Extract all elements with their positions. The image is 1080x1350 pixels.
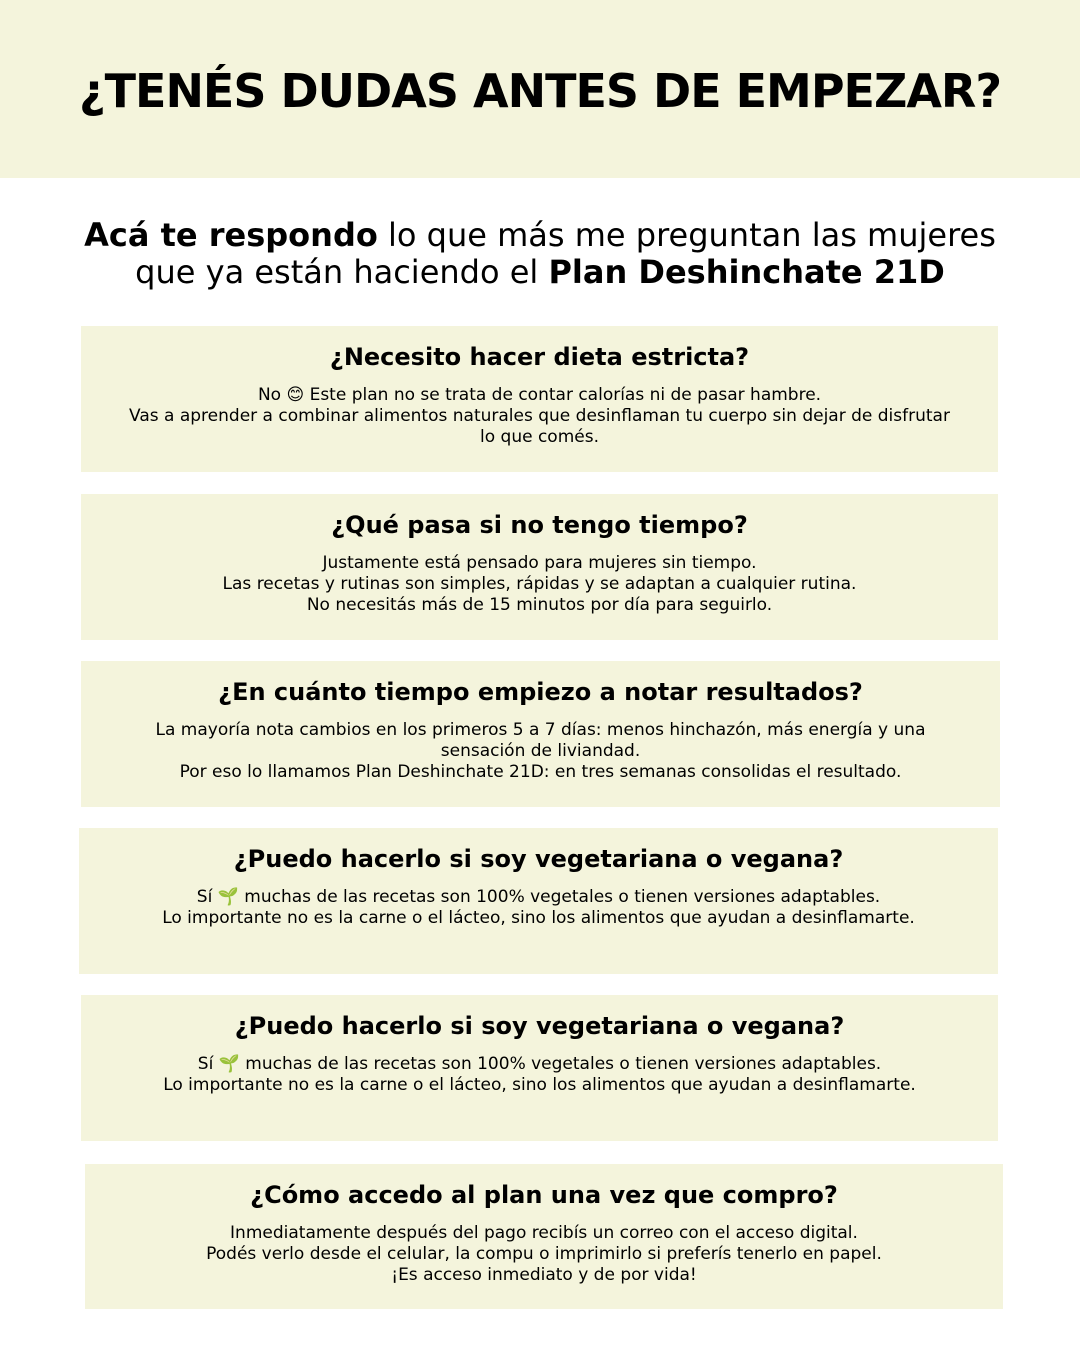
faq-card-2 [81, 494, 998, 640]
faq-answer-line: Justamente está pensado para mujeres sin tiempo. [322, 553, 757, 573]
faq-answer-line: Por eso lo llamamos Plan Deshinchate 21D: en tres semanas consolidas el resultado. [179, 762, 902, 782]
faq-answer [81, 1054, 998, 1096]
faq-answer-line: lo que comés. [480, 427, 599, 447]
faq-answer [81, 385, 998, 448]
faq-card-3 [81, 661, 1000, 807]
intro-text [0, 217, 1080, 291]
faq-card-1 [81, 326, 998, 472]
faq-question: ¿En cuánto tiempo empiezo a notar resultados? [218, 678, 863, 706]
faq-answer-line: Lo importante no es la carne o el lácteo, sino los alimentos que ayudan a desinflamarte. [163, 1075, 916, 1095]
faq-answer-line: Sí 🌱 muchas de las recetas son 100% vegetales o tienen versiones adaptables. [196, 887, 881, 907]
faq-answer-line: Vas a aprender a combinar alimentos naturales que desinflaman tu cuerpo sin dejar de disfrutar [129, 406, 950, 426]
page-title: ¿TENÉS DUDAS ANTES DE EMPEZAR? [78, 64, 1002, 118]
faq-answer [81, 553, 998, 616]
faq-answer [81, 720, 1000, 783]
intro-bold-start: Acá te respondo [84, 216, 378, 254]
faq-answer-line: Podés verlo desde el celular, la compu o imprimirlo si preferís tenerlo en papel. [206, 1244, 882, 1264]
faq-answer-line: sensación de liviandad. [440, 741, 641, 761]
faq-answer-line: ¡Es acceso inmediato y de por vida! [391, 1265, 697, 1285]
intro-line-2 [0, 254, 1080, 291]
faq-answer-line: No 😊 Este plan no se trata de contar calorías ni de pasar hambre. [257, 385, 822, 405]
faq-answer-line: Las recetas y rutinas son simples, rápidas y se adaptan a cualquier rutina. [222, 574, 857, 594]
faq-question: ¿Puedo hacerlo si soy vegetariana o vegana? [234, 1012, 845, 1040]
intro-line-1 [0, 217, 1080, 254]
faq-card-4 [79, 828, 998, 974]
intro-line2-start: que ya están haciendo el [135, 253, 549, 291]
faq-card-6 [85, 1164, 1003, 1309]
faq-answer [85, 1223, 1003, 1286]
faq-card-5 [81, 995, 998, 1141]
intro-middle: lo que más me preguntan las mujeres [377, 216, 996, 254]
faq-answer-line: La mayoría nota cambios en los primeros 5 a 7 días: menos hinchazón, más energía y una [155, 720, 926, 740]
header-banner [0, 0, 1080, 178]
faq-answer-line: Inmediatamente después del pago recibís un correo con el acceso digital. [230, 1223, 858, 1243]
faq-answer-line: Sí 🌱 muchas de las recetas son 100% vegetales o tienen versiones adaptables. [197, 1054, 882, 1074]
faq-answer-line: No necesitás más de 15 minutos por día para seguirlo. [306, 595, 773, 615]
intro-bold-end: Plan Deshinchate 21D [548, 253, 945, 291]
faq-answer-line: Lo importante no es la carne o el lácteo, sino los alimentos que ayudan a desinflamarte. [162, 908, 915, 928]
faq-question: ¿Puedo hacerlo si soy vegetariana o vegana? [233, 845, 844, 873]
faq-question: ¿Cómo accedo al plan una vez que compro? [250, 1181, 838, 1209]
faq-question: ¿Necesito hacer dieta estricta? [329, 343, 750, 371]
faq-answer [79, 887, 998, 929]
faq-question: ¿Qué pasa si no tengo tiempo? [331, 511, 748, 539]
